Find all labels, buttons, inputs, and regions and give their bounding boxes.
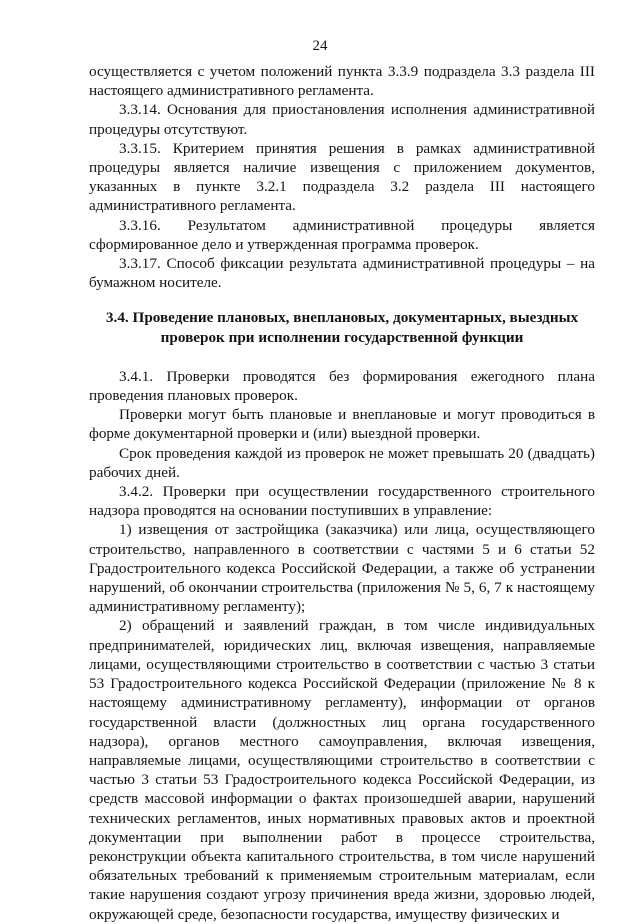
section-heading: 3.4. Проведение плановых, внеплановых, документарных, выездных проверок при исполнении государственной функции [105, 309, 579, 346]
page-number: 24 [312, 38, 328, 54]
paragraph: 3.3.14. Основания для приостановления исполнения административной процедуры отсутствуют. [89, 101, 595, 138]
paragraph: 3.3.17. Способ фиксации результата административной процедуры – на бумажном носителе. [89, 255, 595, 292]
paragraph: 3.3.15. Критерием принятия решения в рамках административной процедуры является наличие извещения с приложением документов, указанных в пункте 3.2.1 подраздела 3.2 раздела III настоящего административного регламента. [89, 139, 595, 215]
paragraph: Проверки могут быть плановые и внеплановые и могут проводиться в форме документарной проверки и (или) выездной проверки. [89, 406, 595, 443]
document-body [89, 62, 595, 924]
paragraph: осуществляется с учетом положений пункта 3.3.9 подраздела 3.3 раздела III настоящего административного регламента. [89, 63, 595, 100]
paragraph: 2) обращений и заявлений граждан, в том числе индивидуальных предпринимателей, юридических лиц, включая извещения, направляемые лицами, осуществляющими строительство в соответствии с частью 3 статьи 53 Градостроительного кодекса Российской Федерации (приложение № 8 к настоящему административному регламенту), информации от органов государственной власти (должностных лиц органа государственного надзора), органов местного самоуправления, включая извещения, направляемые лицами, осуществляющими строительство в соответствии с частью 3 статьи 53 Градостроительного кодекса Российской Федерации, из средств массовой информации о фактах произошедшей аварии, нарушений технических регламентов, иных нормативных правовых актов и проектной документации при выполнении работ в процессе строительства, реконструкции объекта капитального строительства, в том числе нарушений обязательных требований к применяемым строительным материалам, если такие нарушения создают угрозу причинения вреда жизни, здоровью людей, окружающей среде, безопасности государства, имуществу физических и [89, 617, 595, 923]
paragraph: Срок проведения каждой из проверок не может превышать 20 (двадцать) рабочих дней. [89, 444, 595, 481]
paragraph: 1) извещения от застройщика (заказчика) или лица, осуществляющего строительство, направленного в соответствии с частями 5 и 6 статьи 52 Градостроительного кодекса Российской Федерации, а также об устранении нарушений, об окончании строительства (приложения № 5, 6, 7 к настоящему административному регламенту); [89, 521, 595, 616]
paragraph: 3.4.2. Проверки при осуществлении государственного строительного надзора проводятся на основании поступивших в управление: [89, 483, 595, 520]
paragraph: 3.4.1. Проверки проводятся без формирования ежегодного плана проведения плановых проверок. [89, 367, 595, 405]
paragraph: 3.3.16. Результатом административной процедуры является сформированное дело и утвержденная программа проверок. [89, 216, 595, 253]
